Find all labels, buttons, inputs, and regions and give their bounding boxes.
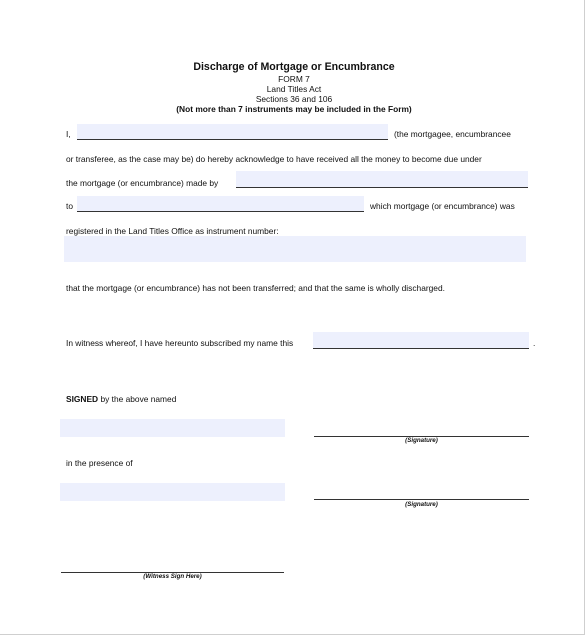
to-label: to xyxy=(66,201,73,211)
signature-caption-2: (Signature) xyxy=(405,501,438,508)
made-by-label: the mortgage (or encumbrance) made by xyxy=(66,178,219,188)
registered-text: registered in the Land Titles Office as instrument number: xyxy=(66,226,279,236)
to-field[interactable] xyxy=(77,196,364,212)
signature-line-2[interactable] xyxy=(314,499,529,500)
act-name: Land Titles Act xyxy=(266,84,322,94)
witness-name-field[interactable] xyxy=(60,483,285,501)
form-number: FORM 7 xyxy=(278,74,310,84)
signed-rest: by the above named xyxy=(98,394,177,404)
signature-caption-1: (Signature) xyxy=(405,437,438,444)
witness-period: . xyxy=(533,338,536,348)
witness-text: In witness whereof, I have hereunto subscribed my name this xyxy=(66,338,294,348)
made-by-field[interactable] xyxy=(236,171,528,188)
mortgagee-name-field[interactable] xyxy=(77,124,388,140)
not-transferred-text: that the mortgage (or encumbrance) has not been transferred; and that the same is wholly discharged. xyxy=(66,283,445,293)
which-mortgage-suffix: which mortgage (or encumbrance) was xyxy=(370,201,515,211)
transferee-text: or transferee, as the case may be) do hereby acknowledge to have received all the money to become due under xyxy=(66,154,482,164)
date-field[interactable] xyxy=(313,332,529,349)
instrument-limit-note: (Not more than 7 instruments may be included in the Form) xyxy=(176,104,412,114)
mortgagee-suffix: (the mortgagee, encumbrancee xyxy=(394,129,511,139)
witness-sign-caption: (Witness Sign Here) xyxy=(143,573,202,580)
presence-label: in the presence of xyxy=(66,458,133,468)
form-title: Discharge of Mortgage or Encumbrance xyxy=(193,61,395,73)
signed-text xyxy=(66,394,176,404)
signed-bold: SIGNED xyxy=(66,394,99,404)
i-label: I, xyxy=(66,129,71,139)
sections-line: Sections 36 and 106 xyxy=(255,94,333,104)
instrument-number-field[interactable] xyxy=(64,236,526,262)
signed-name-field[interactable] xyxy=(60,419,285,437)
